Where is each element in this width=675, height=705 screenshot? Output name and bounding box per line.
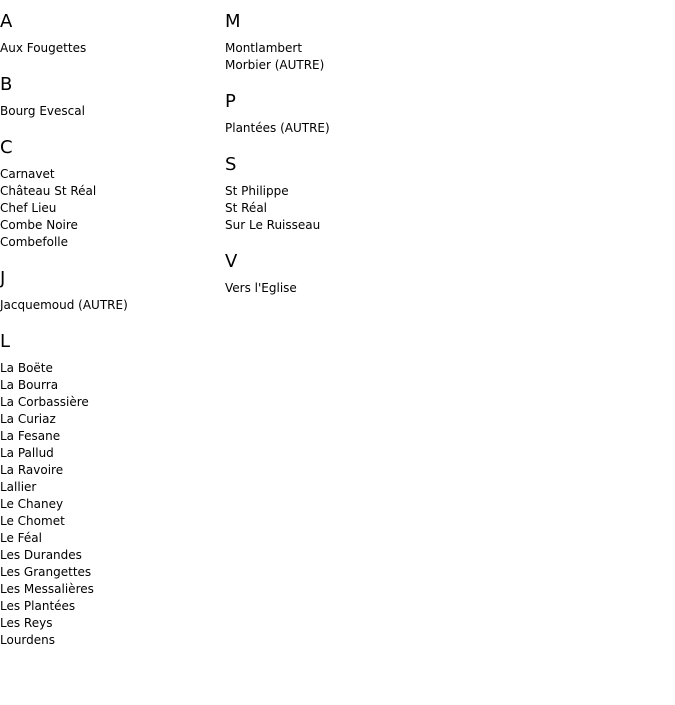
place-link[interactable]: Les Messalières — [0, 582, 94, 596]
place-link[interactable]: Chef Lieu — [0, 201, 57, 215]
place-link[interactable]: Le Chaney — [0, 497, 64, 511]
section-letter-heading: M — [225, 11, 241, 32]
index-section-s — [225, 153, 525, 234]
section-letter-heading: C — [0, 137, 13, 158]
place-link[interactable]: Bourg Evescal — [0, 104, 85, 118]
section-letter-heading: B — [0, 74, 13, 95]
place-link[interactable]: Les Reys — [0, 616, 53, 630]
place-link[interactable]: La Pallud — [0, 446, 54, 460]
section-letter-heading: P — [225, 91, 236, 112]
index-section-l — [0, 330, 224, 649]
place-link[interactable]: Plantées (AUTRE) — [225, 121, 330, 135]
place-link[interactable]: La Curiaz — [0, 412, 56, 426]
place-list — [0, 360, 224, 649]
place-link[interactable]: Lallier — [0, 480, 37, 494]
place-link[interactable]: St Philippe — [225, 184, 289, 198]
place-list — [225, 183, 525, 234]
index-section-b — [0, 73, 224, 120]
place-link[interactable]: Sur Le Ruisseau — [225, 218, 321, 232]
place-link[interactable]: Vers l'Eglise — [225, 281, 297, 295]
index-section-j — [0, 267, 224, 314]
index-section-c — [0, 136, 224, 251]
place-link[interactable]: Les Grangettes — [0, 565, 92, 579]
place-link[interactable]: Château St Réal — [0, 184, 97, 198]
section-letter-heading: A — [0, 11, 13, 32]
place-link[interactable]: La Bourra — [0, 378, 59, 392]
place-list — [225, 120, 525, 137]
place-list — [0, 297, 224, 314]
place-link[interactable]: La Fesane — [0, 429, 61, 443]
place-list — [225, 280, 525, 297]
place-link[interactable]: Le Chomet — [0, 514, 65, 528]
place-link[interactable]: Lourdens — [0, 633, 56, 647]
place-link[interactable]: Les Plantées — [0, 599, 76, 613]
place-link[interactable]: Combefolle — [0, 235, 69, 249]
place-link[interactable]: Carnavet — [0, 167, 55, 181]
section-letter-heading: L — [0, 331, 11, 352]
index-column-right — [225, 10, 525, 313]
place-link[interactable]: Aux Fougettes — [0, 41, 87, 55]
place-link[interactable]: La Boëte — [0, 361, 53, 375]
index-section-p — [225, 90, 525, 137]
place-link[interactable]: St Réal — [225, 201, 268, 215]
index-section-v — [225, 250, 525, 297]
place-list — [0, 40, 224, 57]
place-link[interactable]: Jacquemoud (AUTRE) — [0, 298, 128, 312]
index-section-a — [0, 10, 224, 57]
section-letter-heading: V — [225, 251, 238, 272]
index-section-m — [225, 10, 525, 74]
section-letter-heading: S — [225, 154, 237, 175]
place-link[interactable]: La Corbassière — [0, 395, 89, 409]
place-link[interactable]: La Ravoire — [0, 463, 64, 477]
place-list — [0, 103, 224, 120]
place-link[interactable]: Morbier (AUTRE) — [225, 58, 325, 72]
place-list — [225, 40, 525, 74]
place-link[interactable]: Combe Noire — [0, 218, 78, 232]
index-column-left — [0, 10, 224, 665]
place-list — [0, 166, 224, 251]
place-link[interactable]: Les Durandes — [0, 548, 82, 562]
section-letter-heading: J — [0, 268, 6, 289]
place-link[interactable]: Montlambert — [225, 41, 303, 55]
place-link[interactable]: Le Féal — [0, 531, 42, 545]
